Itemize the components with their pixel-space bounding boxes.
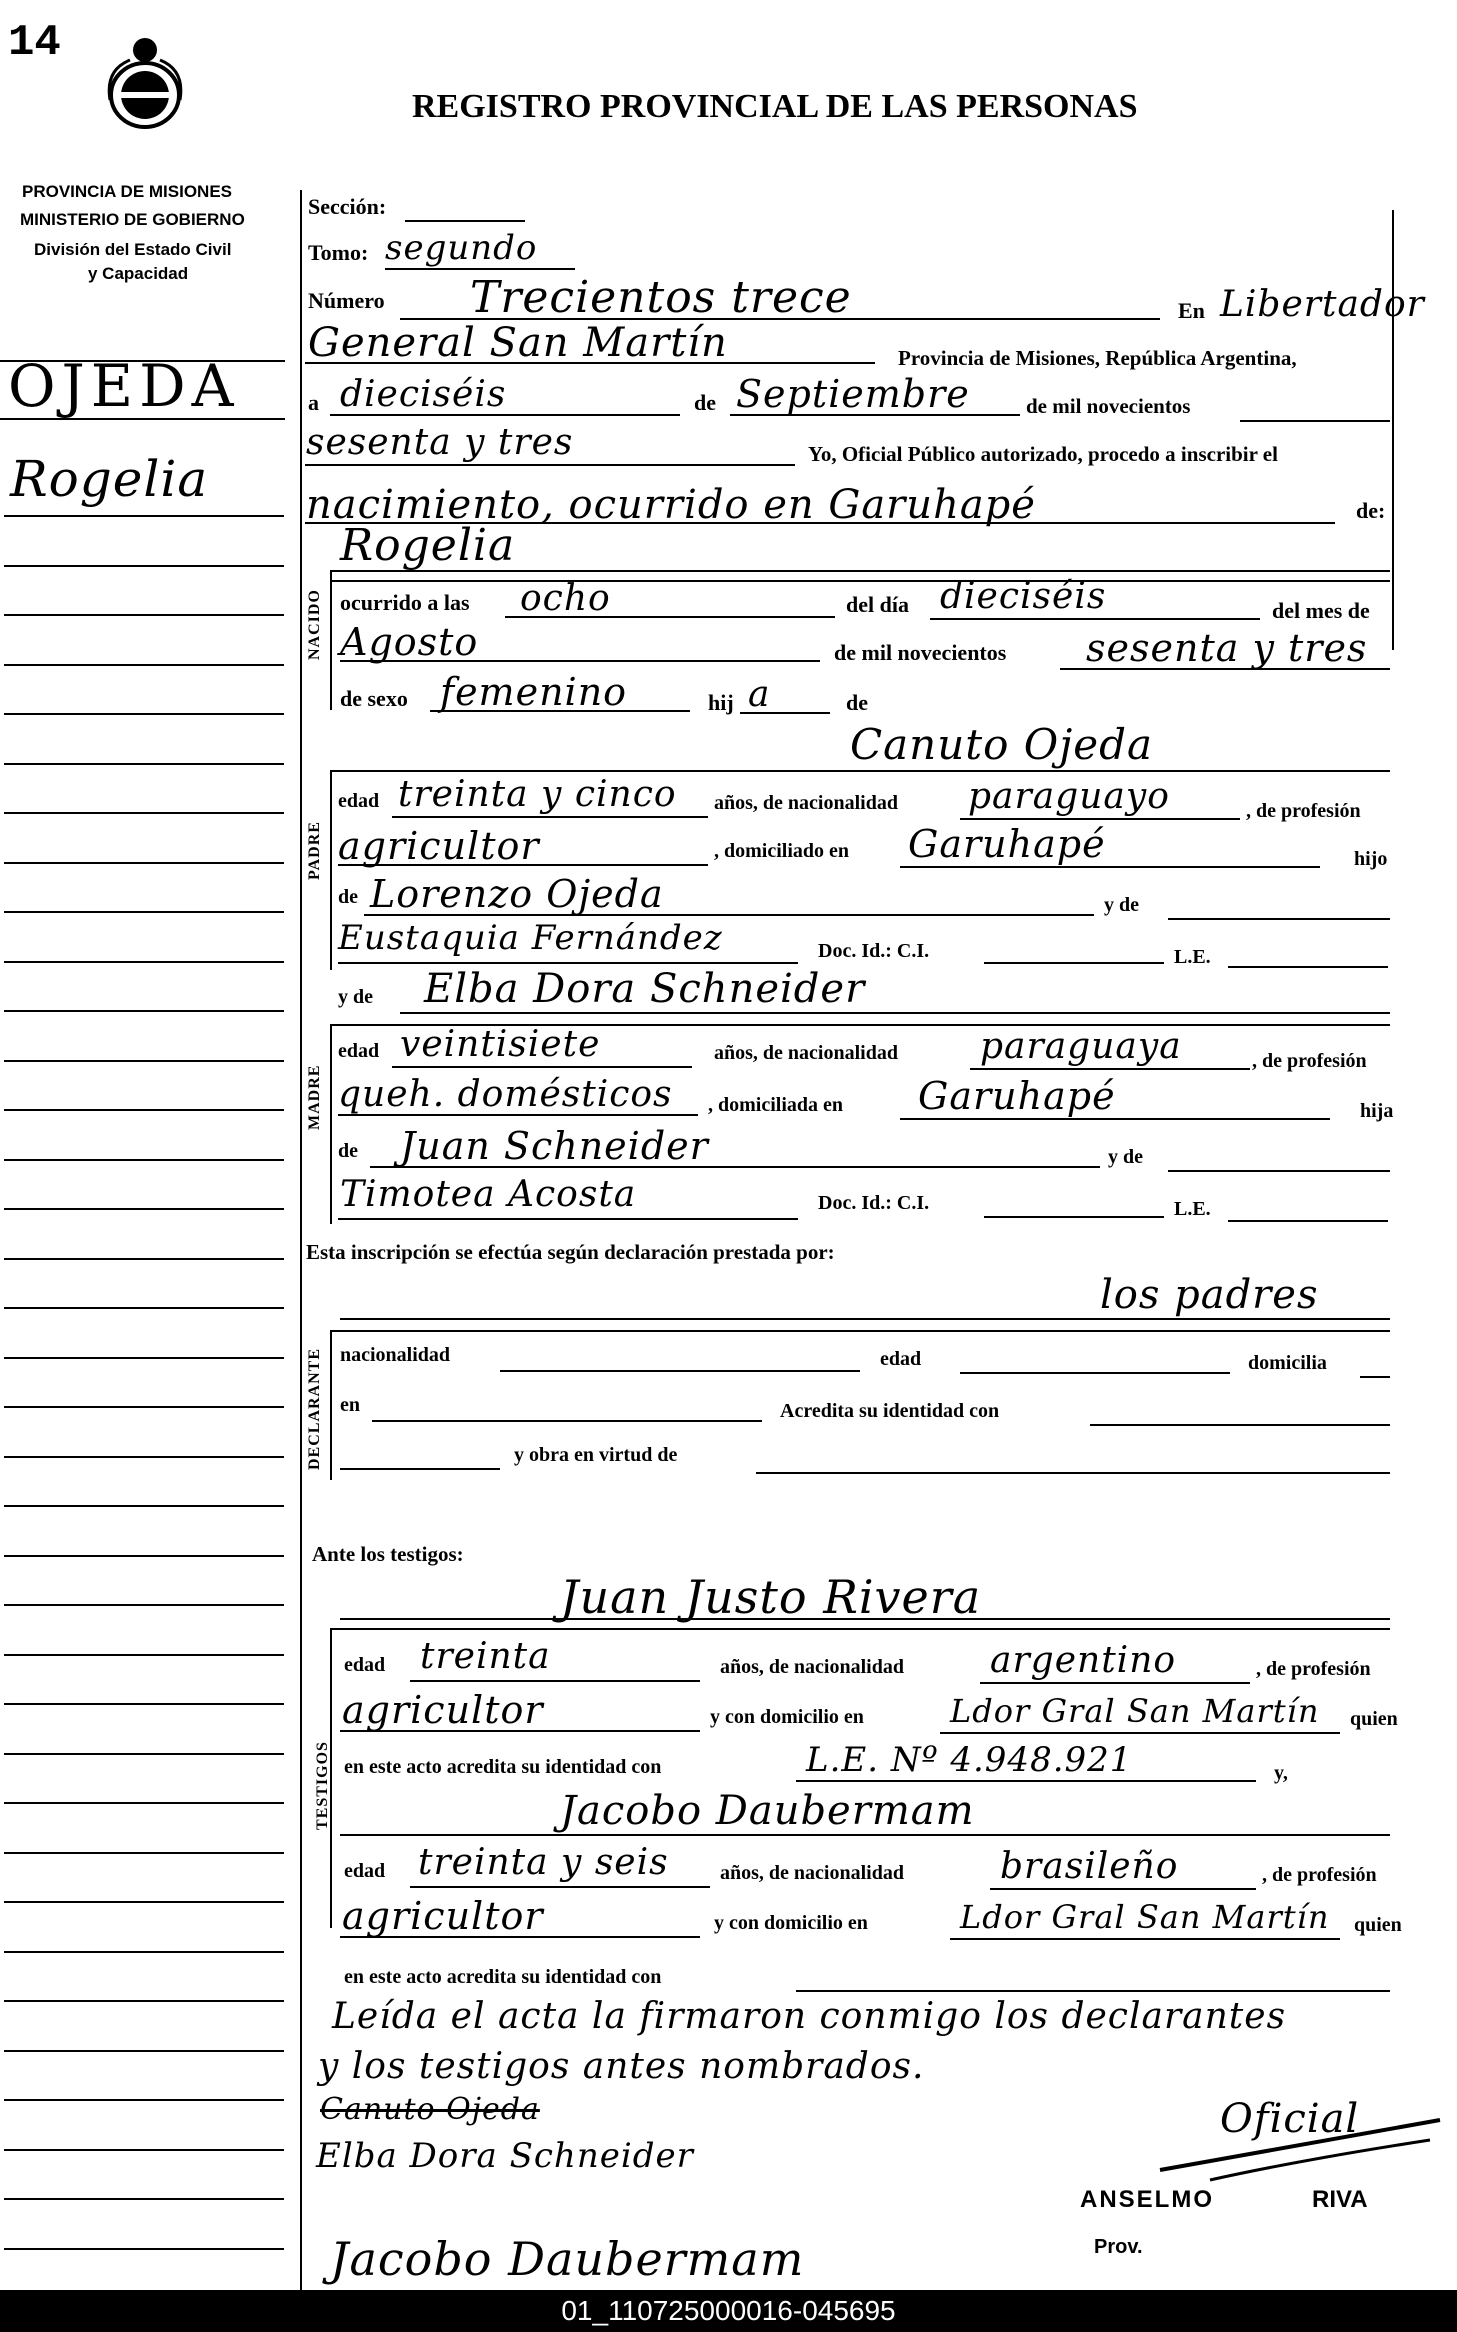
madre-nac-value: paraguaya	[980, 1026, 1182, 1067]
margin-rule	[4, 614, 284, 616]
seccion-label: Sección:	[308, 194, 387, 219]
madre-hija-label: hija	[1360, 1100, 1394, 1122]
stamp-name-2: RIVA	[1312, 2186, 1368, 2213]
testigo2-acredita-label: en este acto acredita su identidad con	[344, 1966, 662, 1988]
testigo1-name: Juan Justo Rivera	[560, 1570, 982, 1624]
page-number: 14	[8, 18, 61, 68]
margin-rule	[4, 1258, 284, 1260]
margin-rule	[4, 2149, 284, 2151]
declarante-side-label: DECLARANTE	[306, 1347, 323, 1470]
margin-rule	[4, 1060, 284, 1062]
declarante-edad-label: edad	[880, 1348, 922, 1370]
testigo2-dom: Ldor Gral San Martín	[960, 1898, 1330, 1936]
frame-right-border	[1392, 210, 1394, 650]
padre-name: Canuto Ojeda	[850, 720, 1154, 769]
margin-rule	[4, 2248, 284, 2250]
margin-rule	[4, 1703, 284, 1705]
hij-label: hij	[708, 690, 734, 715]
padre-doc-label: Doc. Id.: C.I.	[818, 940, 930, 962]
madre-nac-label: años, de nacionalidad	[714, 1042, 898, 1064]
nacido-name: Rogelia	[340, 520, 516, 571]
signature-flourish-icon	[1150, 2110, 1450, 2190]
padre-de-label: de	[338, 886, 358, 908]
padre-dom-label: , domiciliado en	[714, 840, 850, 862]
margin-rule	[4, 1010, 284, 1012]
anio-label: de mil novecientos	[834, 640, 1007, 665]
signature-father: Canuto Ojeda	[320, 2092, 540, 2127]
madre-yde-label: y de	[338, 986, 373, 1008]
closing-line-1: Leída el acta la firmaron conmigo los declarantes	[332, 1996, 1287, 2037]
madre-prof-value: queh. domésticos	[338, 1074, 673, 1115]
margin-rule	[4, 1159, 284, 1161]
sexo-value: femenino	[440, 670, 628, 714]
month-value: Septiembre	[736, 372, 970, 416]
declarante-nac-label: nacionalidad	[340, 1344, 451, 1366]
madre-dom-label: , domiciliada en	[708, 1094, 844, 1116]
en-value: Libertador	[1220, 284, 1425, 325]
margin-rule	[4, 1951, 284, 1953]
margin-rule	[4, 961, 284, 963]
stamp-prov: Prov.	[1094, 2236, 1143, 2258]
signature-mother: Elba Dora Schneider	[316, 2136, 694, 2176]
a-label: a	[308, 390, 319, 415]
place-continuation: General San Martín	[308, 320, 728, 366]
testigo1-anios-label: años, de nacionalidad	[720, 1656, 904, 1678]
madre-prof-label: , de profesión	[1252, 1050, 1367, 1072]
testigo1-prof: agricultor	[342, 1688, 544, 1732]
declarante-obra-label: y obra en virtud de	[514, 1444, 678, 1466]
testigo2-quien-label: quien	[1354, 1914, 1402, 1936]
testigo1-dom: Ldor Gral San Martín	[950, 1692, 1320, 1730]
signature-official: Oficial	[1220, 2096, 1360, 2142]
sexo-label: de sexo	[340, 686, 408, 711]
testigo2-edad-label: edad	[344, 1860, 386, 1882]
testigo1-edad-label: edad	[344, 1654, 386, 1676]
padre-mother-value: Eustaquia Fernández	[338, 918, 723, 958]
testigo1-nac: argentino	[990, 1640, 1177, 1681]
margin-rule	[4, 763, 284, 765]
margin-rule	[4, 2099, 284, 2101]
padre-hijo-label: hijo	[1354, 848, 1388, 870]
madre-name: Elba Dora Schneider	[424, 966, 866, 1012]
margin-rule	[4, 1307, 284, 1309]
testigo1-doc: L.E. Nº 4.948.921	[806, 1740, 1133, 1780]
madre-yde2-label: y de	[1108, 1146, 1143, 1168]
acto-value: nacimiento, ocurrido en Garuhapé	[306, 482, 1036, 528]
nacido-side-label: NACIDO	[306, 589, 323, 660]
margin-rule	[4, 1357, 284, 1359]
issuer-line-3: División del Estado Civil	[34, 240, 232, 259]
testigo2-edad: treinta y seis	[418, 1842, 669, 1883]
testigo1-edad: treinta	[420, 1636, 551, 1677]
testigo1-acredita-label: en este acto acredita su identidad con	[344, 1756, 662, 1778]
en-label: En	[1178, 298, 1205, 323]
issuer-line-4: y Capacidad	[88, 264, 189, 283]
hij-value: a	[748, 674, 771, 715]
margin-rule	[4, 2050, 284, 2052]
testigo2-anios-label: años, de nacionalidad	[720, 1862, 904, 1884]
padre-father-value: Lorenzo Ojeda	[370, 872, 664, 916]
coat-of-arms-icon	[100, 30, 190, 130]
testigo1-quien-label: quien	[1350, 1708, 1398, 1730]
anio-value: sesenta y tres	[1086, 626, 1368, 670]
margin-surname: OJEDA	[8, 352, 240, 420]
padre-edad-label: edad	[338, 790, 380, 812]
testigos-intro: Ante los testigos:	[312, 1542, 464, 1566]
day-value: dieciséis	[340, 374, 507, 415]
madre-de-label: de	[338, 1140, 358, 1162]
margin-rule	[4, 2198, 284, 2200]
margin-given-name: Rogelia	[10, 450, 209, 508]
testigo2-prof: agricultor	[342, 1894, 544, 1938]
padre-yde-label: y de	[1104, 894, 1139, 916]
year-label: de mil novecientos	[1026, 394, 1191, 418]
padre-prof-value: agricultor	[338, 824, 540, 868]
page-title: REGISTRO PROVINCIAL DE LAS PERSONAS	[412, 88, 1138, 125]
numero-value: Trecientos trece	[470, 272, 852, 323]
madre-side-label: MADRE	[306, 1064, 323, 1130]
madre-edad-label: edad	[338, 1040, 380, 1062]
declarante-en-label: en	[340, 1394, 360, 1416]
padre-side-label: PADRE	[306, 821, 323, 880]
provincia-label: Provincia de Misiones, República Argentina,	[898, 346, 1297, 370]
madre-edad-value: veintisiete	[400, 1024, 601, 1065]
mes-label: del mes de	[1272, 598, 1370, 623]
issuer-line-2: MINISTERIO DE GOBIERNO	[20, 210, 245, 229]
tomo-value: segundo	[385, 228, 538, 268]
year-value: sesenta y tres	[306, 422, 574, 463]
madre-doc-label: Doc. Id.: C.I.	[818, 1192, 930, 1214]
testigo2-nac: brasileño	[1000, 1846, 1179, 1887]
margin-rule	[4, 1802, 284, 1804]
margin-rule	[4, 1555, 284, 1557]
hora-value: ocho	[520, 578, 611, 619]
padre-nac-label: años, de nacionalidad	[714, 792, 898, 814]
numero-label: Número	[308, 288, 385, 313]
margin-rule	[4, 1852, 284, 1854]
margin-rule	[4, 713, 284, 715]
testigo2-name: Jacobo Daubermam	[560, 1788, 975, 1834]
margin-rule	[4, 1456, 284, 1458]
declarante-acredita-label: Acredita su identidad con	[780, 1400, 1000, 1422]
stamp-name: ANSELMO	[1080, 2186, 1214, 2213]
mes-value: Agosto	[340, 620, 479, 664]
signature-witness: Jacobo Daubermam	[330, 2232, 805, 2286]
margin-rule	[4, 1406, 284, 1408]
dia-value: dieciséis	[940, 576, 1107, 617]
margin-rule	[4, 1753, 284, 1755]
margin-rule	[4, 1901, 284, 1903]
margin-rule	[4, 2000, 284, 2002]
margin-rule	[4, 1604, 284, 1606]
margin-rule	[4, 664, 284, 666]
footer-id-bar: 01_110725000016-045695	[0, 2290, 1457, 2332]
margin-rule	[4, 1654, 284, 1656]
padre-nac-value: paraguayo	[968, 776, 1170, 817]
ocurrido-label: ocurrido a las	[340, 590, 470, 615]
testigo2-prof-label: , de profesión	[1262, 1864, 1377, 1886]
issuer-line-1: PROVINCIA DE MISIONES	[22, 182, 233, 201]
padre-prof-label: , de profesión	[1246, 800, 1361, 822]
month-de-label: de	[694, 390, 716, 415]
tomo-label: Tomo:	[308, 240, 369, 265]
margin-rule	[4, 812, 284, 814]
dia-label: del día	[846, 592, 909, 617]
margin-rule	[4, 565, 284, 567]
testigos-side-label: TESTIGOS	[314, 1741, 331, 1830]
testigo1-prof-label: , de profesión	[1256, 1658, 1371, 1680]
declarante-name: los padres	[1100, 1272, 1319, 1318]
madre-dom-value: Garuhapé	[918, 1074, 1116, 1118]
madre-father-value: Juan Schneider	[400, 1124, 709, 1168]
margin-rule	[4, 1109, 284, 1111]
closing-line-2: y los testigos antes nombrados.	[318, 2046, 925, 2087]
testigo2-dom-label: y con domicilio en	[714, 1912, 868, 1934]
declarante-dom-label: domicilia	[1248, 1352, 1327, 1374]
padre-dom-value: Garuhapé	[908, 822, 1106, 866]
declarante-intro: Esta inscripción se efectúa según declaración prestada por:	[306, 1240, 835, 1264]
margin-rule	[4, 515, 284, 517]
padre-le-label: L.E.	[1174, 946, 1211, 968]
nacido-de-label: de	[846, 690, 868, 715]
padre-edad-value: treinta y cinco	[398, 774, 677, 815]
margin-rule	[4, 1208, 284, 1210]
oficial-label: Yo, Oficial Público autorizado, procedo a inscribir el	[808, 442, 1278, 466]
frame-left-border	[300, 190, 302, 2290]
madre-mother-value: Timotea Acosta	[340, 1174, 637, 1215]
margin-rule	[4, 862, 284, 864]
margin-rule	[4, 1505, 284, 1507]
testigo1-dom-label: y con domicilio en	[710, 1706, 864, 1728]
testigo1-y-label: y,	[1274, 1762, 1288, 1784]
acto-de-label: de:	[1356, 498, 1386, 523]
madre-le-label: L.E.	[1174, 1198, 1211, 1220]
margin-rule	[4, 911, 284, 913]
